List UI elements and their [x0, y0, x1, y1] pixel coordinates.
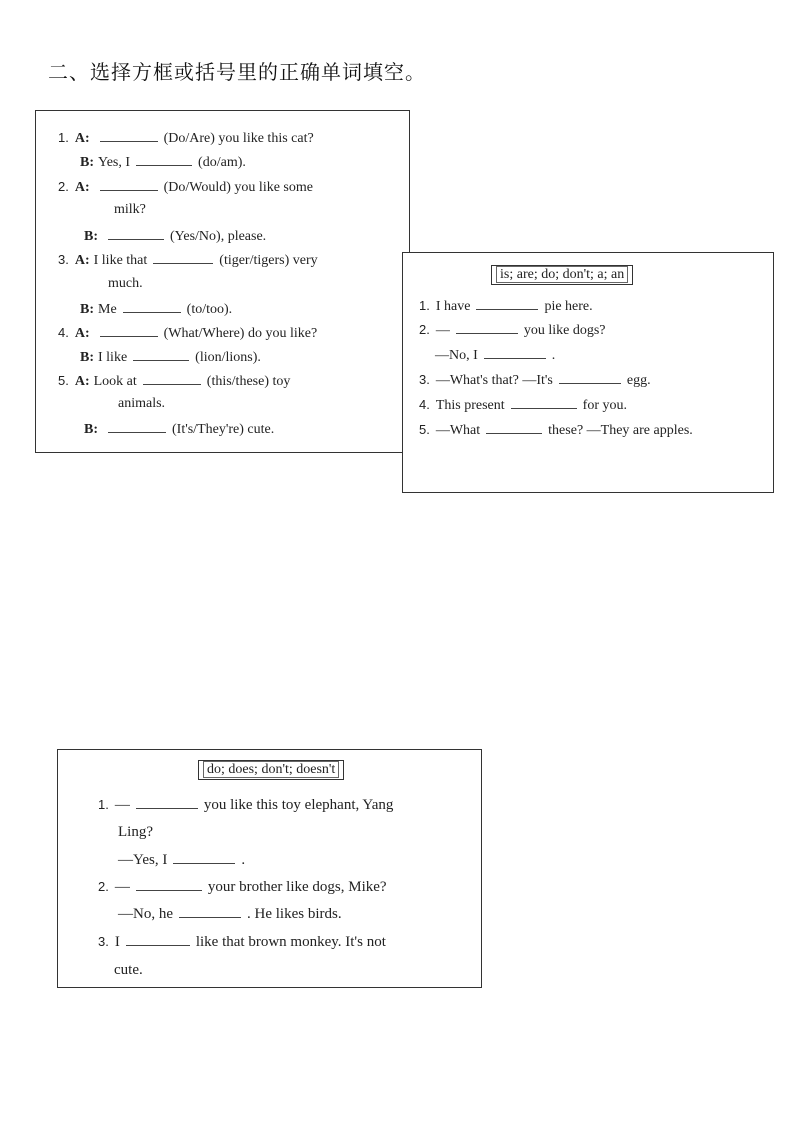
- s2-line-2: 2. — you like dogs?: [419, 322, 606, 338]
- answer-blank[interactable]: [136, 796, 198, 809]
- s1-line-11: 5. A: Look at (this/these) toy: [58, 373, 291, 389]
- answer-blank[interactable]: [100, 324, 158, 337]
- answer-blank[interactable]: [476, 297, 538, 310]
- s1-line-7: much.: [108, 276, 143, 291]
- answer-blank[interactable]: [136, 153, 192, 166]
- s1-line-12: animals.: [118, 396, 166, 411]
- answer-blank[interactable]: [173, 851, 235, 864]
- s3-line-7: cute.: [114, 962, 143, 978]
- s1-line-6: 3. A: I like that (tiger/tigers) very: [58, 252, 318, 268]
- page-heading: 二、选择方框或括号里的正确单词填空。: [48, 60, 426, 84]
- s1-line-9: 4. A: (What/Where) do you like?: [58, 325, 318, 341]
- s2-line-6: 5. —What these? —They are apples.: [419, 422, 693, 438]
- s1-line-5: B: (Yes/No), please.: [84, 229, 267, 244]
- s1-line-3: 2. A: (Do/Would) you like some: [58, 179, 313, 195]
- s3-line-1: 1. — you like this toy elephant, Yang: [98, 797, 394, 813]
- exercise-box-3: [57, 749, 482, 988]
- word-bank-3: do; does; don't; doesn't: [198, 760, 344, 780]
- s3-line-6: 3. I like that brown monkey. It's not: [98, 934, 386, 950]
- answer-blank[interactable]: [486, 421, 542, 434]
- answer-blank[interactable]: [100, 129, 158, 142]
- s1-line-1: 1. A: (Do/Are) you like this cat?: [58, 130, 314, 146]
- answer-blank[interactable]: [456, 321, 518, 334]
- answer-blank[interactable]: [133, 348, 189, 361]
- exercise-box-1: [35, 110, 410, 453]
- s1-line-8: B: Me (to/too).: [80, 302, 233, 317]
- s2-line-4: 3. —What's that? —It's egg.: [419, 372, 651, 388]
- answer-blank[interactable]: [511, 396, 577, 409]
- s1-line-13: B: (It's/They're) cute.: [84, 422, 275, 437]
- answer-blank[interactable]: [100, 178, 158, 191]
- s1-line-4: milk?: [114, 202, 146, 217]
- answer-blank[interactable]: [153, 251, 213, 264]
- answer-blank[interactable]: [484, 346, 546, 359]
- answer-blank[interactable]: [559, 371, 621, 384]
- answer-blank[interactable]: [123, 300, 181, 313]
- s3-line-3: —Yes, I .: [118, 852, 246, 868]
- s1-line-10: B: I like (lion/lions).: [80, 350, 261, 365]
- answer-blank[interactable]: [108, 227, 164, 240]
- answer-blank[interactable]: [136, 878, 202, 891]
- s3-line-4: 2. — your brother like dogs, Mike?: [98, 879, 387, 895]
- exercise-box-2: [402, 252, 774, 493]
- s3-line-2: Ling?: [118, 824, 153, 840]
- answer-blank[interactable]: [108, 420, 166, 433]
- word-bank-2: is; are; do; don't; a; an: [491, 265, 633, 285]
- s2-line-3: —No, I .: [435, 348, 556, 363]
- s1-line-2: B: Yes, I (do/am).: [80, 155, 246, 170]
- answer-blank[interactable]: [179, 905, 241, 918]
- s3-line-5: —No, he . He likes birds.: [118, 906, 342, 922]
- answer-blank[interactable]: [126, 933, 190, 946]
- answer-blank[interactable]: [143, 372, 201, 385]
- s2-line-1: 1. I have pie here.: [419, 298, 593, 314]
- s2-line-5: 4. This present for you.: [419, 397, 627, 413]
